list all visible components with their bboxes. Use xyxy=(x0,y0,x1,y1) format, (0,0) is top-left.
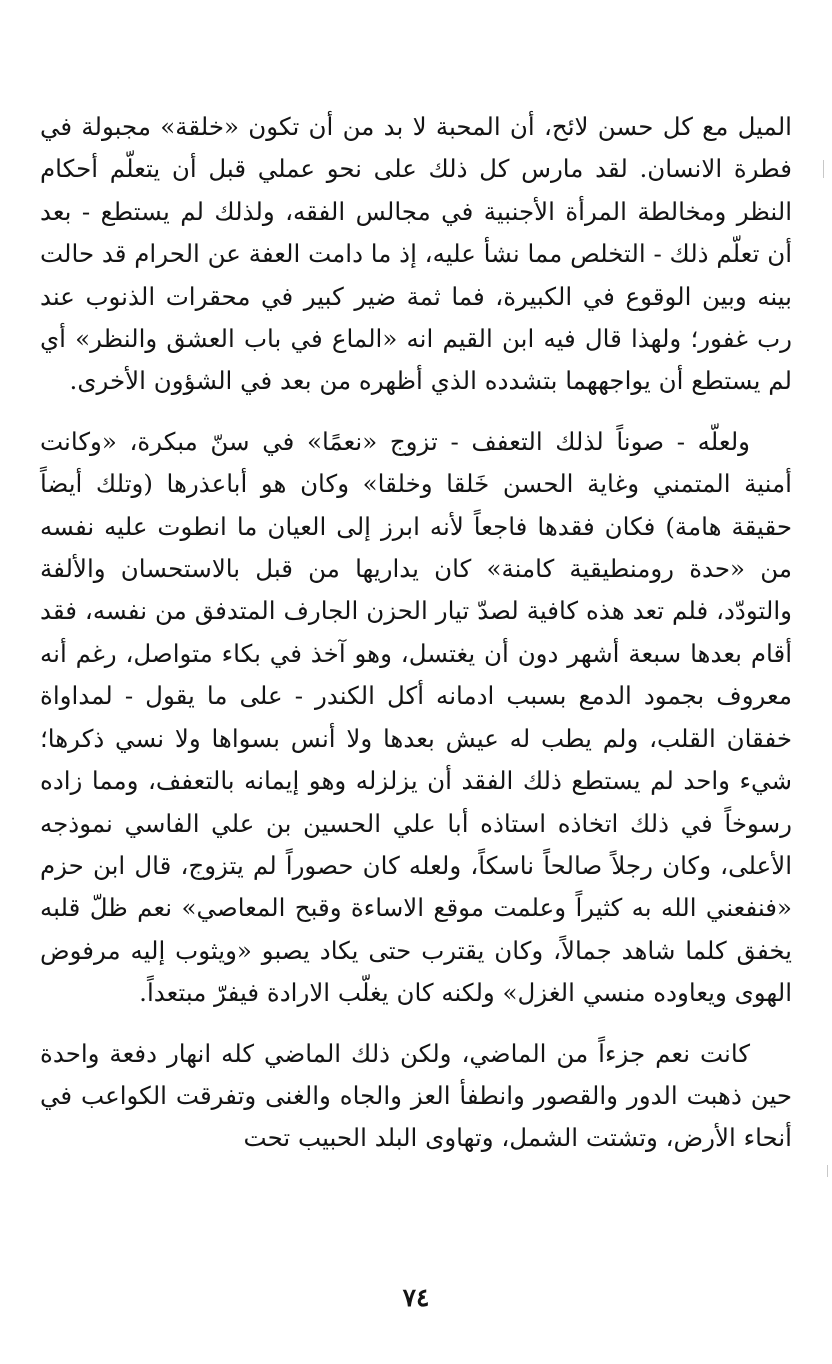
scan-edge-mark xyxy=(823,160,824,178)
scan-edge-mark xyxy=(827,1165,828,1177)
page-number: ٧٤ xyxy=(402,1283,430,1312)
paragraph-2: ولعلّه - صوناً لذلك التعفف - تزوج «نعمًا» في سنّ مبكرة، «وكانت أمنية المتمني وغاية الحسن خَلقا وخلقا» وكان هو أباعذرها (وتلك أيضاً حقيقة هامة) فكان فقدها فاجعاً لأنه ابرز إلى العيان ما انطوت عليه نفسه من «حدة رومنطيقية كامنة» كان يداريها من قبل بالاستحسان والألفة والتودّد، فلم تعد هذه كافية لصدّ تيار الحزن الجارف المتدفق من نفسه، فقد أقام بعدها سبعة أشهر دون أن يغتسل، وهو آخذ في بكاء متواصل، رغم أنه معروف بجمود الدمع بسبب ادمانه أكل الكندر - على ما يقول - لمداواة خفقان القلب، ولم يطب له عيش بعدها ولا أنس بسواها ولا نسي ذكرها؛ شيء واحد لم يستطع ذلك الفقد أن يزلزله وهو إيمانه بالتعفف، ومما زاده رسوخاً في ذلك اتخاذه استاذه أبا علي الحسين بن علي الفاسي نموذجه الأعلى، وكان رجلاً صالحاً ناسكاً، ولعله كان حصوراً لم يتزوج، قال ابن حزم «فنفعني الله به كثيراً وعلمت موقع الاساءة وقبح المعاصي» نعم ظلّ قلبه يخفق كلما شاهد جمالاً، وكان يقترب حتى يكاد يصبو «ويثوب إليه مرفوض الهوى ويعاوده منسي الغزل» ولكنه كان يغلّب الارادة فيفرّ مبتعداً. xyxy=(40,426,792,1008)
paragraph-3: كانت نعم جزءاً من الماضي، ولكن ذلك الماضي كله انهار دفعة واحدة حين ذهبت الدور والقصور وانطفأ العز والجاه والغنى وتفرقت الكواعب في أنحاء الأرض، وتشتت الشمل، وتهاوى البلد الحبيب تحت xyxy=(40,1038,792,1153)
body-text xyxy=(40,106,792,1160)
paragraph-1: الميل مع كل حسن لائح، أن المحبة لا بد من أن تكون «خلقة» مجبولة في فطرة الانسان. لقد مارس كل ذلك على نحو عملي قبل أن يتعلّم أحكام النظر ومخالطة المرأة الأجنبية في مجالس الفقه، ولذلك لم يستطع - بعد أن تعلّم ذلك - التخلص مما نشأ عليه، إذ ما دامت العفة عن الحرام قد حالت بينه وبين الوقوع في الكبيرة، فما ثمة ضير كبير في محقرات الذنوب عند رب غفور؛ ولهذا قال فيه ابن القيم انه «الماع في باب العشق والنظر» أي لم يستطع أن يواجههما بتشدده الذي أظهره من بعد في الشؤون الأخرى. xyxy=(39,112,792,396)
